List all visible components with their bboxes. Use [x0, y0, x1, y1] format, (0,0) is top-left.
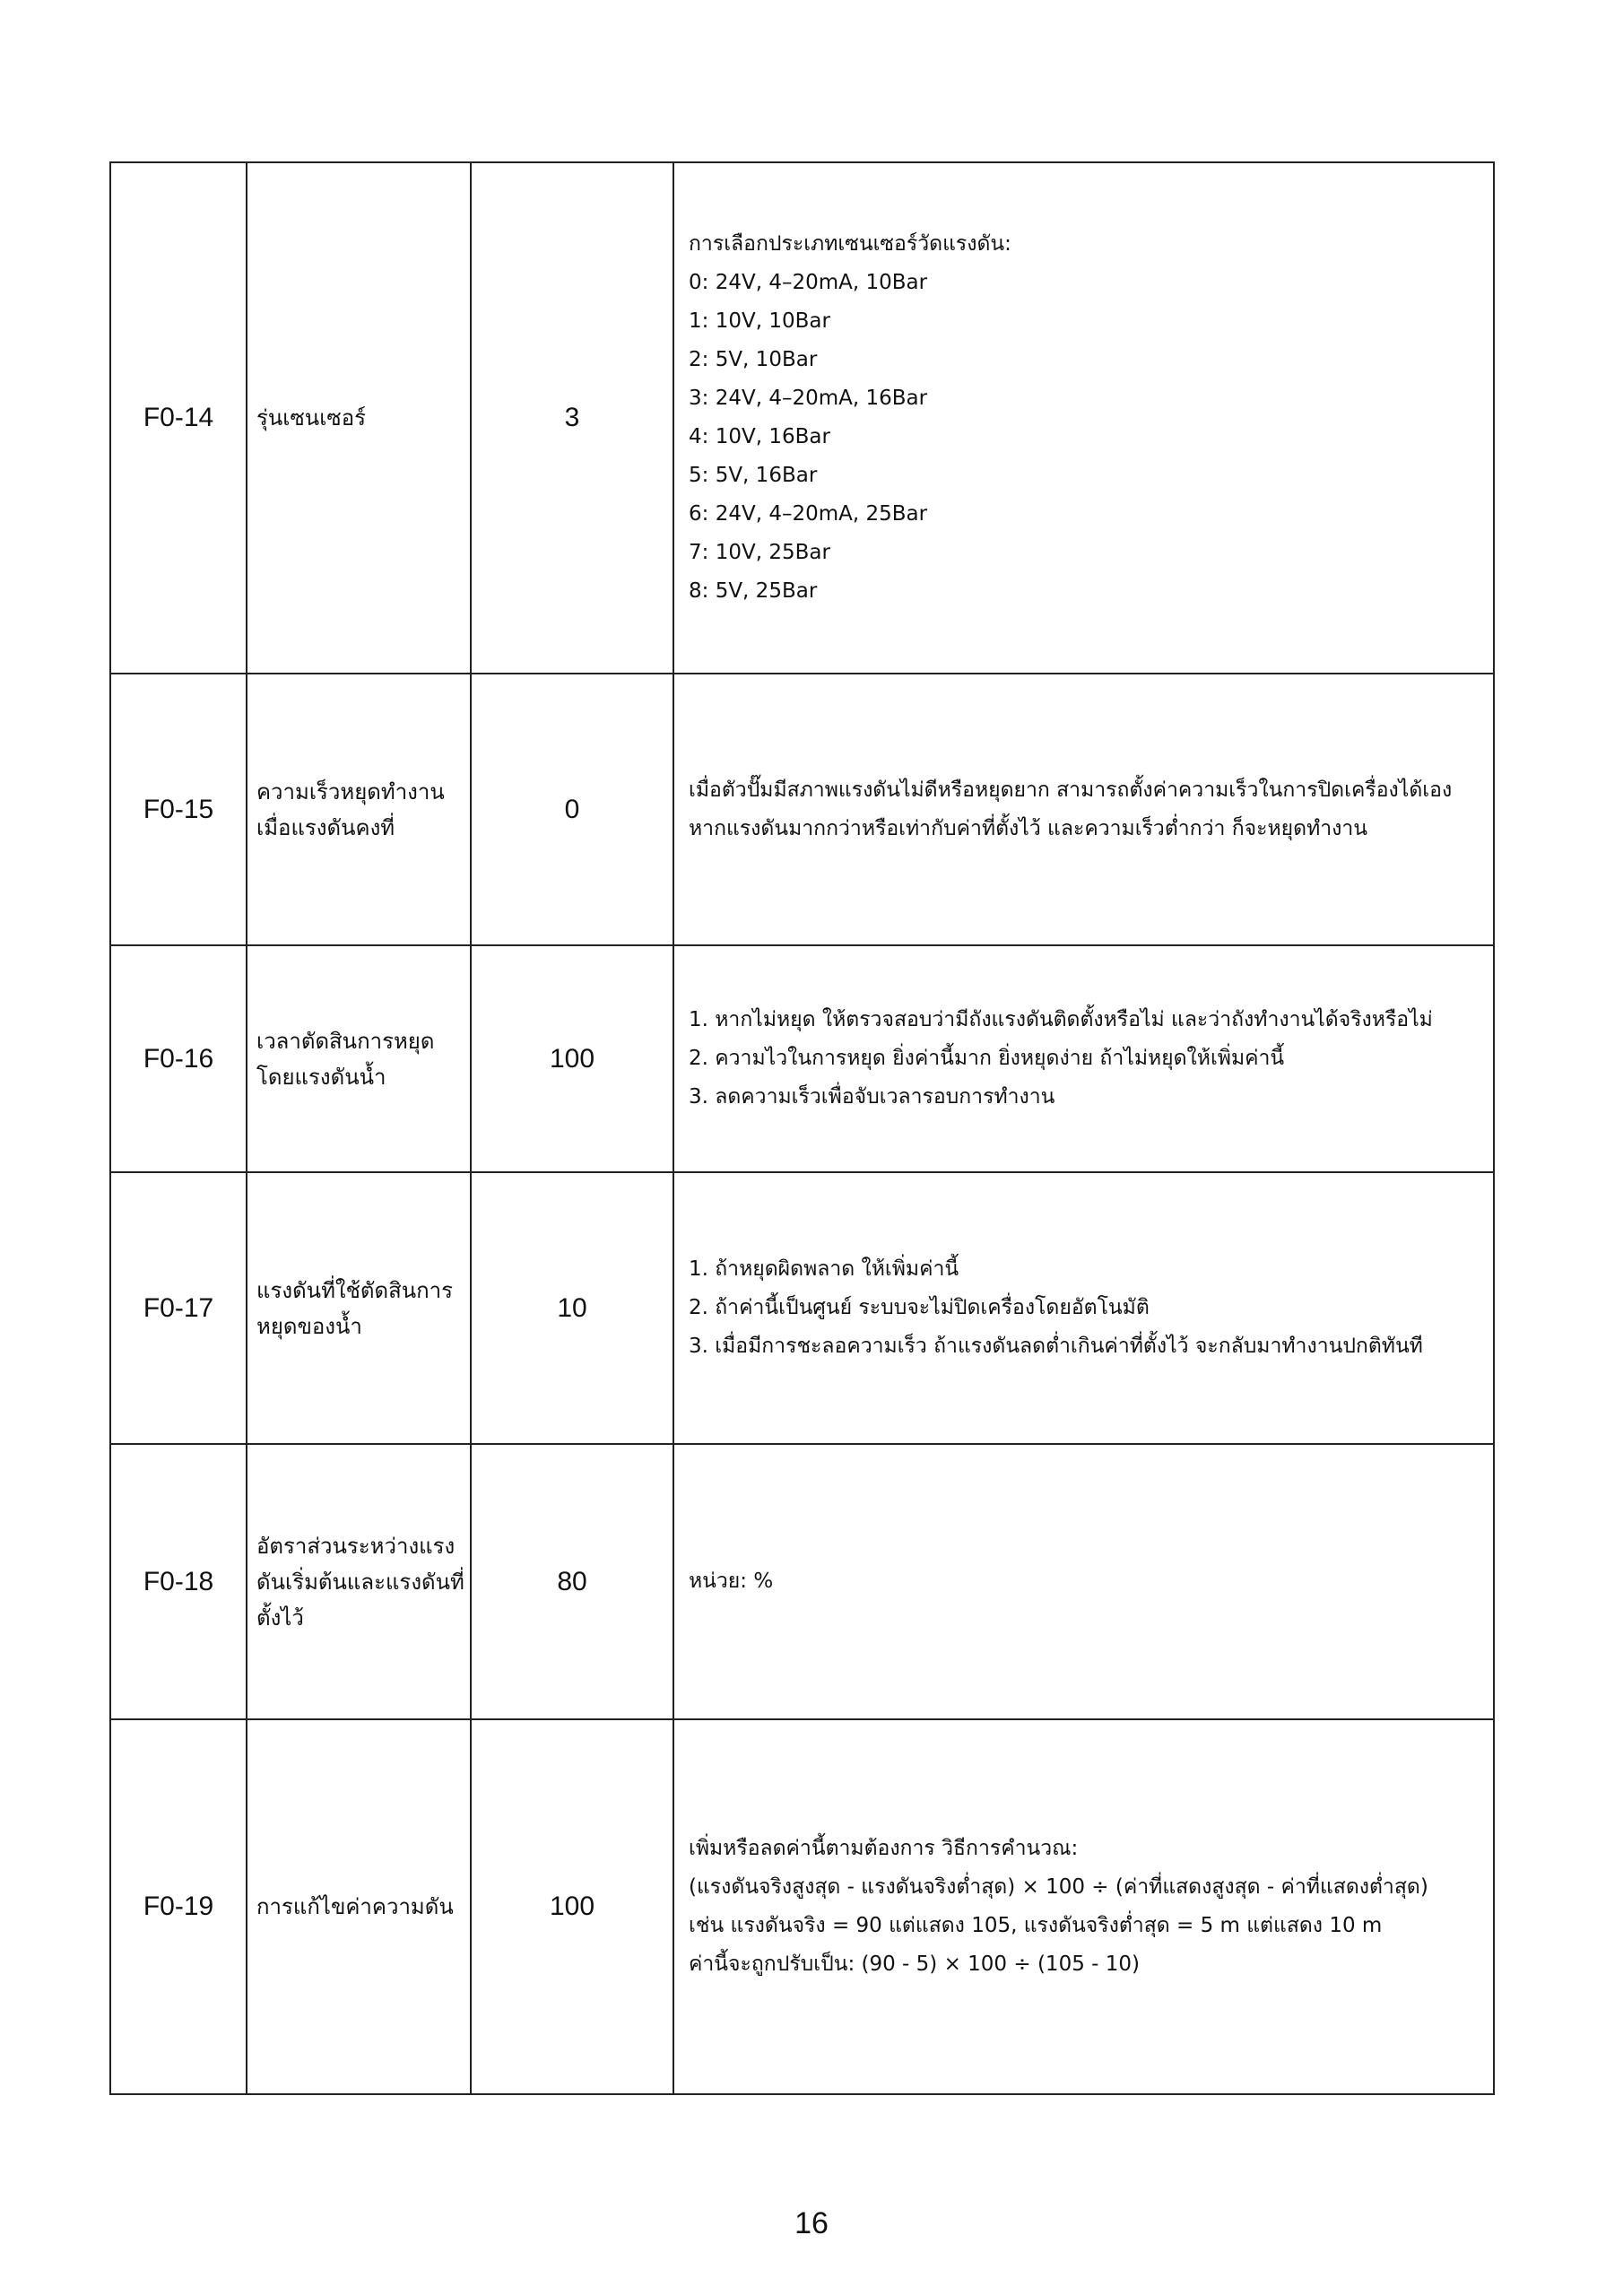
parameter-name: เวลาตัดสินการหยุดโดยแรงดันน้ำ — [247, 945, 471, 1172]
parameter-name: รุ่นเซนเซอร์ — [247, 162, 471, 674]
parameter-code: F0-18 — [110, 1444, 247, 1719]
parameter-code: F0-19 — [110, 1719, 247, 2094]
description-line: ค่านี้จะถูกปรับเป็น: (90 - 5) × 100 ÷ (105 - 10) — [689, 1952, 1140, 1976]
description-line: 3: 24V, 4–20mA, 16Bar — [689, 387, 928, 410]
parameter-name: การแก้ไขค่าความดัน — [247, 1719, 471, 2094]
table-row — [110, 674, 1494, 945]
parameter-description — [673, 162, 1494, 674]
parameter-code: F0-17 — [110, 1172, 247, 1444]
parameter-code: F0-14 — [110, 162, 247, 674]
parameter-description — [673, 1719, 1494, 2094]
parameter-name: ความเร็วหยุดทำงานเมื่อแรงดันคงที่ — [247, 674, 471, 945]
description-line: 1. ถ้าหยุดผิดพลาด ให้เพิ่มค่านี้ — [689, 1257, 959, 1281]
description-line: 8: 5V, 25Bar — [689, 579, 818, 603]
parameter-name: แรงดันที่ใช้ตัดสินการหยุดของน้ำ — [247, 1172, 471, 1444]
description-line: 2. ถ้าค่านี้เป็นศูนย์ ระบบจะไม่ปิดเครื่องโดยอัตโนมัติ — [689, 1296, 1150, 1319]
parameter-description — [673, 1172, 1494, 1444]
description-line: เพิ่มหรือลดค่านี้ตามต้องการ วิธีการคำนวณ: — [689, 1837, 1079, 1860]
parameter-code: F0-16 — [110, 945, 247, 1172]
description-line: หากแรงดันมากกว่าหรือเท่ากับค่าที่ตั้งไว้ และความเร็วต่ำกว่า ก็จะหยุดทำงาน — [689, 816, 1368, 840]
parameter-value: 100 — [471, 1719, 673, 2094]
parameter-value: 0 — [471, 674, 673, 945]
description-line: เช่น แรงดันจริง = 90 แต่แสดง 105, แรงดันจริงต่ำสุด = 5 m แต่แสดง 10 m — [689, 1914, 1383, 1937]
description-line: 6: 24V, 4–20mA, 25Bar — [689, 502, 928, 526]
table-row — [110, 945, 1494, 1172]
table-row — [110, 1444, 1494, 1719]
parameter-value: 100 — [471, 945, 673, 1172]
parameter-table — [109, 161, 1495, 2095]
description-line: 1: 10V, 10Bar — [689, 309, 830, 333]
parameter-description — [673, 945, 1494, 1172]
parameter-code: F0-15 — [110, 674, 247, 945]
parameter-description — [673, 674, 1494, 945]
parameter-value: 3 — [471, 162, 673, 674]
description-line: 0: 24V, 4–20mA, 10Bar — [689, 271, 928, 294]
description-line: (แรงดันจริงสูงสุด - แรงดันจริงต่ำสุด) × 100 ÷ (ค่าที่แสดงสูงสุด - ค่าที่แสดงต่ำสุด) — [689, 1875, 1428, 1899]
parameter-value: 80 — [471, 1444, 673, 1719]
parameter-description — [673, 1444, 1494, 1719]
parameter-name: อัตราส่วนระหว่างแรงดันเริ่มต้นและแรงดันที่ตั้งไว้ — [247, 1444, 471, 1719]
description-line: 2: 5V, 10Bar — [689, 348, 818, 371]
description-line: 4: 10V, 16Bar — [689, 425, 830, 448]
description-line: 5: 5V, 16Bar — [689, 464, 818, 487]
parameter-value: 10 — [471, 1172, 673, 1444]
description-line: การเลือกประเภทเซนเซอร์วัดแรงดัน: — [689, 232, 1011, 256]
description-line: 3. เมื่อมีการชะลอความเร็ว ถ้าแรงดันลดต่ำเกินค่าที่ตั้งไว้ จะกลับมาทำงานปกติทันที — [689, 1335, 1423, 1358]
description-line: หน่วย: % — [689, 1570, 774, 1593]
description-line: เมื่อตัวปั๊มมีสภาพแรงดันไม่ดีหรือหยุดยาก สามารถตั้งค่าความเร็วในการปิดเครื่องได้เอง — [689, 778, 1453, 802]
description-line: 3. ลดความเร็วเพื่อจับเวลารอบการทำงาน — [689, 1085, 1055, 1109]
table-row — [110, 162, 1494, 674]
description-line: 1. หากไม่หยุด ให้ตรวจสอบว่ามีถังแรงดันติดตั้งหรือไม่ และว่าถังทำงานได้จริงหรือไม่ — [689, 1008, 1433, 1031]
description-line: 2. ความไวในการหยุด ยิ่งค่านี้มาก ยิ่งหยุดง่าย ถ้าไม่หยุดให้เพิ่มค่านี้ — [689, 1047, 1285, 1070]
table-row — [110, 1719, 1494, 2094]
page-number: 16 — [794, 2206, 829, 2240]
description-line: 7: 10V, 25Bar — [689, 541, 830, 564]
table-row — [110, 1172, 1494, 1444]
